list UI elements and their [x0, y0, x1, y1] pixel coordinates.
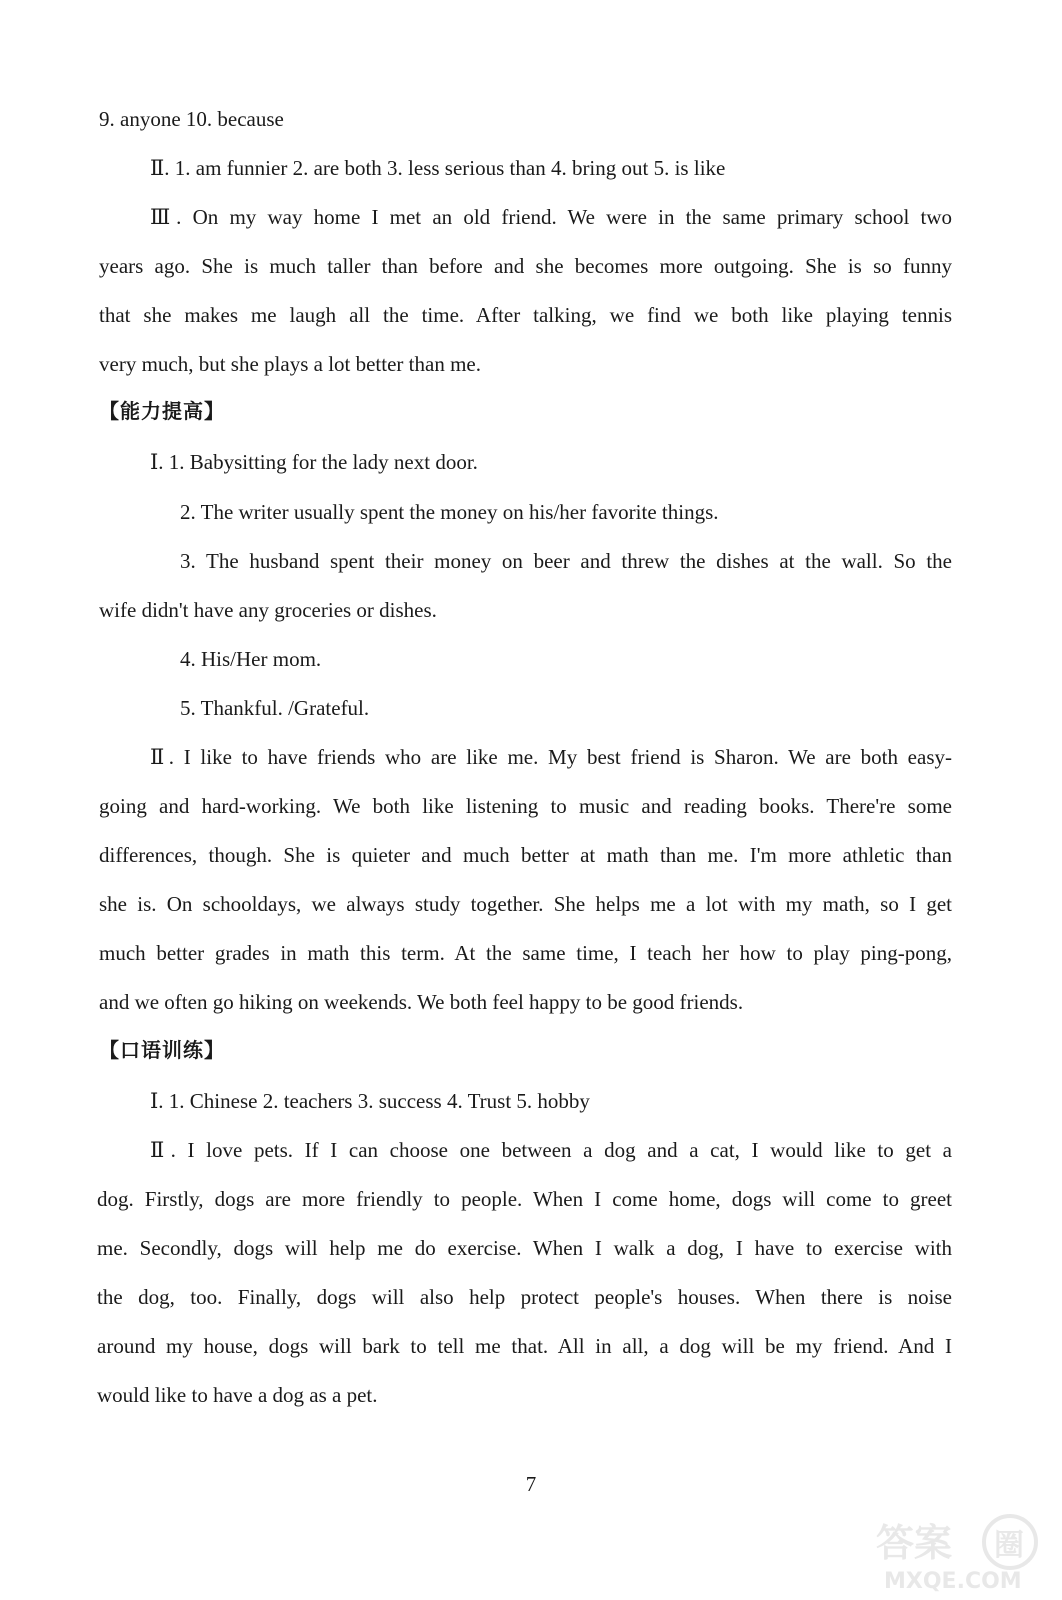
- ability-q4-answer: 4. His/Her mom.: [180, 647, 322, 671]
- section-3-paragraph-line-1: Ⅲ. On my way home I met an old friend. We were in the same primary school two: [150, 205, 952, 229]
- page-number: 7: [525, 1472, 537, 1496]
- watermark-logo-icon: [870, 1512, 1040, 1592]
- ability-q2-answer: 2. The writer usually spent the money on his/her favorite things.: [180, 500, 719, 524]
- ability-q5-answer: 5. Thankful. /Grateful.: [180, 696, 370, 720]
- ability-q3-answer-line-2: wife didn't have any groceries or dishes.: [99, 598, 437, 622]
- svg-text:答案: 答案: [876, 1521, 953, 1565]
- oral-section-1-answers: Ⅰ. 1. Chinese 2. teachers 3. success 4. Trust 5. hobby: [150, 1089, 590, 1113]
- section-3-paragraph-line-4: very much, but she plays a lot better than me.: [99, 352, 481, 376]
- oral-essay-line-3: me. Secondly, dogs will help me do exercise. When I walk a dog, I have to exercise with: [97, 1236, 952, 1260]
- section-2-answers: Ⅱ. 1. am funnier 2. are both 3. less serious than 4. bring out 5. is like: [150, 156, 726, 180]
- svg-text:MXQE.COM: MXQE.COM: [884, 1569, 1022, 1592]
- section-heading-oral: 【口语训练】: [99, 1038, 225, 1062]
- oral-essay-line-6: would like to have a dog as a pet.: [97, 1383, 378, 1407]
- svg-text:圈: 圈: [994, 1528, 1024, 1563]
- ability-essay-line-6: and we often go hiking on weekends. We both feel happy to be good friends.: [99, 990, 744, 1014]
- section-3-paragraph-line-2: years ago. She is much taller than before and she becomes more outgoing. She is so funny: [99, 254, 952, 278]
- oral-essay-line-4: the dog, too. Finally, dogs will also help protect people's houses. When there is noise: [97, 1285, 952, 1309]
- ability-q1-answer: Ⅰ. 1. Babysitting for the lady next door.: [150, 450, 478, 474]
- answer-line-9-10: 9. anyone 10. because: [99, 107, 284, 131]
- oral-essay-line-2: dog. Firstly, dogs are more friendly to people. When I come home, dogs will come to greet: [97, 1187, 952, 1211]
- oral-essay-line-1: Ⅱ. I love pets. If I can choose one between a dog and a cat, I would like to get a: [150, 1138, 952, 1162]
- ability-essay-line-4: she is. On schooldays, we always study together. She helps me a lot with my math, so I get: [99, 892, 952, 916]
- ability-essay-line-2: going and hard-working. We both like listening to music and reading books. There're some: [99, 794, 952, 818]
- section-3-paragraph-line-3: that she makes me laugh all the time. After talking, we find we both like playing tennis: [99, 303, 952, 327]
- ability-essay-line-1: Ⅱ. I like to have friends who are like me. My best friend is Sharon. We are both easy-: [150, 745, 952, 769]
- oral-essay-line-5: around my house, dogs will bark to tell me that. All in all, a dog will be my friend. And I: [97, 1334, 952, 1358]
- watermark-logo: [870, 1512, 1040, 1592]
- section-heading-ability: 【能力提高】: [99, 399, 225, 423]
- ability-q3-answer-line-1: 3. The husband spent their money on beer and threw the dishes at the wall. So the: [180, 549, 952, 573]
- ability-essay-line-5: much better grades in math this term. At the same time, I teach her how to play ping-pong,: [99, 941, 952, 965]
- ability-essay-line-3: differences, though. She is quieter and much better at math than me. I'm more athletic than: [99, 843, 952, 867]
